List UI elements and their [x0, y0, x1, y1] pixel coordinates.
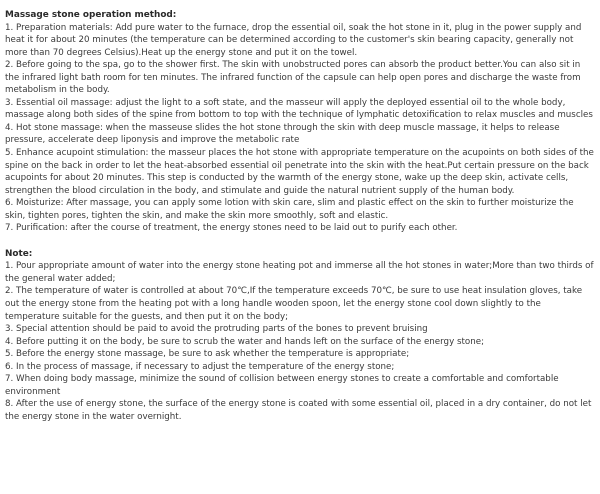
method-step-2: 2. Before going to the spa, go to the shower first. The skin with unobstructed pores can absorb the product better.You can also sit in the infrared light bath room for ten minutes. The infrared function of the capsule can help open pores and discharge the waste from metabolism in the body.	[5, 60, 581, 96]
method-step-4: 4. Hot stone massage: when the masseuse slides the hot stone through the skin with deep muscle massage, it helps to release pressure, accelerate deep liponysis and improve the metabolic rate	[5, 122, 560, 146]
method-step-7: 7. Purification: after the course of treatment, the energy stones need to be laid out to purify each other.	[5, 223, 458, 234]
method-step-5: 5. Enhance acupoint stimulation: the masseur places the hot stone with appropriate temperature on the acupoints on both sides of the spine on the back in order to let the heat-absorbed essential oil penetrate into the skin with the heat.Put certain pressure on the back acupoints for about 20 minutes. This step is conducted by the warmth of the energy stone, wake up the deep skin, activate cells, strengthen the blood circulation in the body, and stimulate and guide the natural nutrient supply of the human body.	[5, 148, 594, 196]
note-item-3: 3. Special attention should be paid to avoid the protruding parts of the bones to prevent bruising	[5, 324, 428, 335]
section-spacer	[5, 235, 596, 248]
note-item-1: 1. Pour appropriate amount of water into the energy stone heating pot and immerse all the hot stones in water;More than two thirds of the general water added;	[5, 261, 594, 284]
method-step-3: 3. Essential oil massage: adjust the light to a soft state, and the masseur will apply the deployed essential oil to the whole body, massage along both sides of the spine from bottom to top with the technique of lymphatic detoxification to relax muscles and muscles	[5, 97, 593, 121]
note-item-2: 2. The temperature of water is controlled at about 70℃,If the temperature exceeds 70℃, be sure to use heat insulation gloves, take out the energy stone from the heating pot with a long handle wooden spoon, let the energy stone cool down slightly to the temperature suitable for the guests, and then put it on the body;	[5, 286, 583, 322]
method-heading: Massage stone operation method:	[5, 10, 177, 20]
note-item-8: 8. After the use of energy stone, the surface of the energy stone is coated with some essential oil, placed in a dry container, do not let the energy stone in the water overnight.	[5, 399, 592, 422]
note-heading: Note:	[5, 248, 33, 259]
note-item-7: 7. When doing body massage, minimize the sound of collision between energy stones to create a comfortable and comfortable environment	[5, 374, 559, 397]
note-item-6: 6. In the process of massage, if necessary to adjust the temperature of the energy stone;	[5, 361, 395, 372]
method-section	[5, 9, 596, 235]
note-item-4: 4. Before putting it on the body, be sure to scrub the water and hands left on the surface of the energy stone;	[5, 336, 485, 347]
note-item-5: 5. Before the energy stone massage, be sure to ask whether the temperature is appropriate;	[5, 349, 410, 360]
note-section	[5, 248, 596, 424]
method-step-1: 1. Preparation materials: Add pure water to the furnace, drop the essential oil, soak the hot stone in it, plug in the power supply and heat it for about 20 minutes (the temperature can be determined according to the customer's skin bearing capacity, generally not more than 70 degrees Celsius).Heat up the energy stone and put it on the towel.	[5, 22, 582, 58]
method-step-6: 6. Moisturize: After massage, you can apply some lotion with skin care, slim and plastic effect on the skin to further moisturize the skin, tighten pores, tighten the skin, and make the skin more smoothly, soft and elastic.	[5, 198, 574, 221]
